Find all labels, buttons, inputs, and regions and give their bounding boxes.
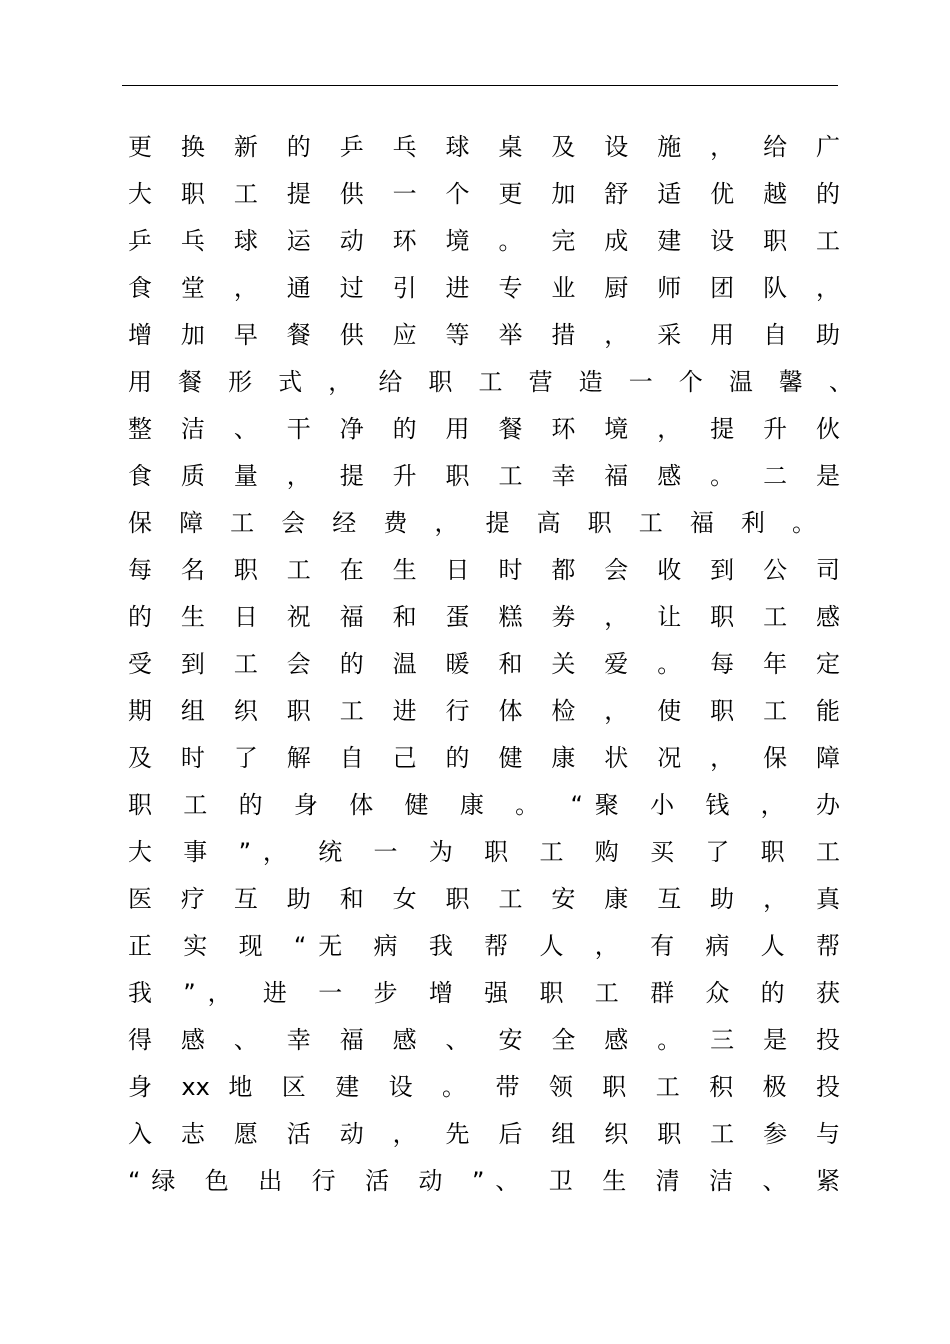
text-line: 得 感 、 幸 福 感 、 安 全 感 。 三 是 投: [128, 1026, 840, 1054]
text-line: 的 生 日 祝 福 和 蛋 糕 劵 ， 让 职 工 感: [128, 603, 840, 631]
text-line: 医 疗 互 助 和 女 职 工 安 康 互 助 ， 真: [128, 885, 840, 913]
text-line: 身 xx 地 区 建 设 。 带 领 职 工 积 极 投: [128, 1073, 840, 1101]
text-line: 食 堂 ， 通 过 引 进 专 业 厨 师 团 队 ，: [128, 274, 840, 302]
text-line: 增 加 早 餐 供 应 等 举 措 ， 采 用 自 助: [128, 321, 840, 349]
text-line: 及 时 了 解 自 己 的 健 康 状 况 ， 保 障: [128, 744, 840, 772]
text-line: 职 工 的 身 体 健 康 。 “聚 小 钱 ， 办: [128, 791, 840, 819]
text-line: 期 组 织 职 工 进 行 体 检 ， 使 职 工 能: [128, 697, 840, 725]
text-line: 我 ”， 进 一 步 增 强 职 工 群 众 的 获: [128, 979, 840, 1007]
text-line: 大 事 ”， 统 一 为 职 工 购 买 了 职 工: [128, 838, 840, 866]
text-line: 大 职 工 提 供 一 个 更 加 舒 适 优 越 的: [128, 180, 840, 208]
text-line: 乒 乓 球 运 动 环 境 。 完 成 建 设 职 工: [128, 227, 840, 255]
text-line: 整 洁 、 干 净 的 用 餐 环 境 ， 提 升 伙: [128, 415, 840, 443]
text-line: 正 实 现 “无 病 我 帮 人 ， 有 病 人 帮: [128, 932, 840, 960]
text-line: 更 换 新 的 乒 乓 球 桌 及 设 施 ， 给 广: [128, 133, 840, 161]
text-line: 入 志 愿 活 动 ， 先 后 组 织 职 工 参 与: [128, 1120, 840, 1148]
text-line: 保 障 工 会 经 费 ， 提 高 职 工 福 利 。: [128, 509, 816, 537]
text-line: 每 名 职 工 在 生 日 时 都 会 收 到 公 司: [128, 556, 840, 584]
text-line: 受 到 工 会 的 温 暖 和 关 爱 。 每 年 定: [128, 650, 840, 678]
text-line: 食 质 量 ， 提 升 职 工 幸 福 感 。 二 是: [128, 462, 840, 490]
text-line: “绿 色 出 行 活 动 ”、 卫 生 清 洁 、 紧: [128, 1167, 840, 1195]
text-line: 用 餐 形 式 ， 给 职 工 营 造 一 个 温 馨 、: [128, 368, 853, 396]
